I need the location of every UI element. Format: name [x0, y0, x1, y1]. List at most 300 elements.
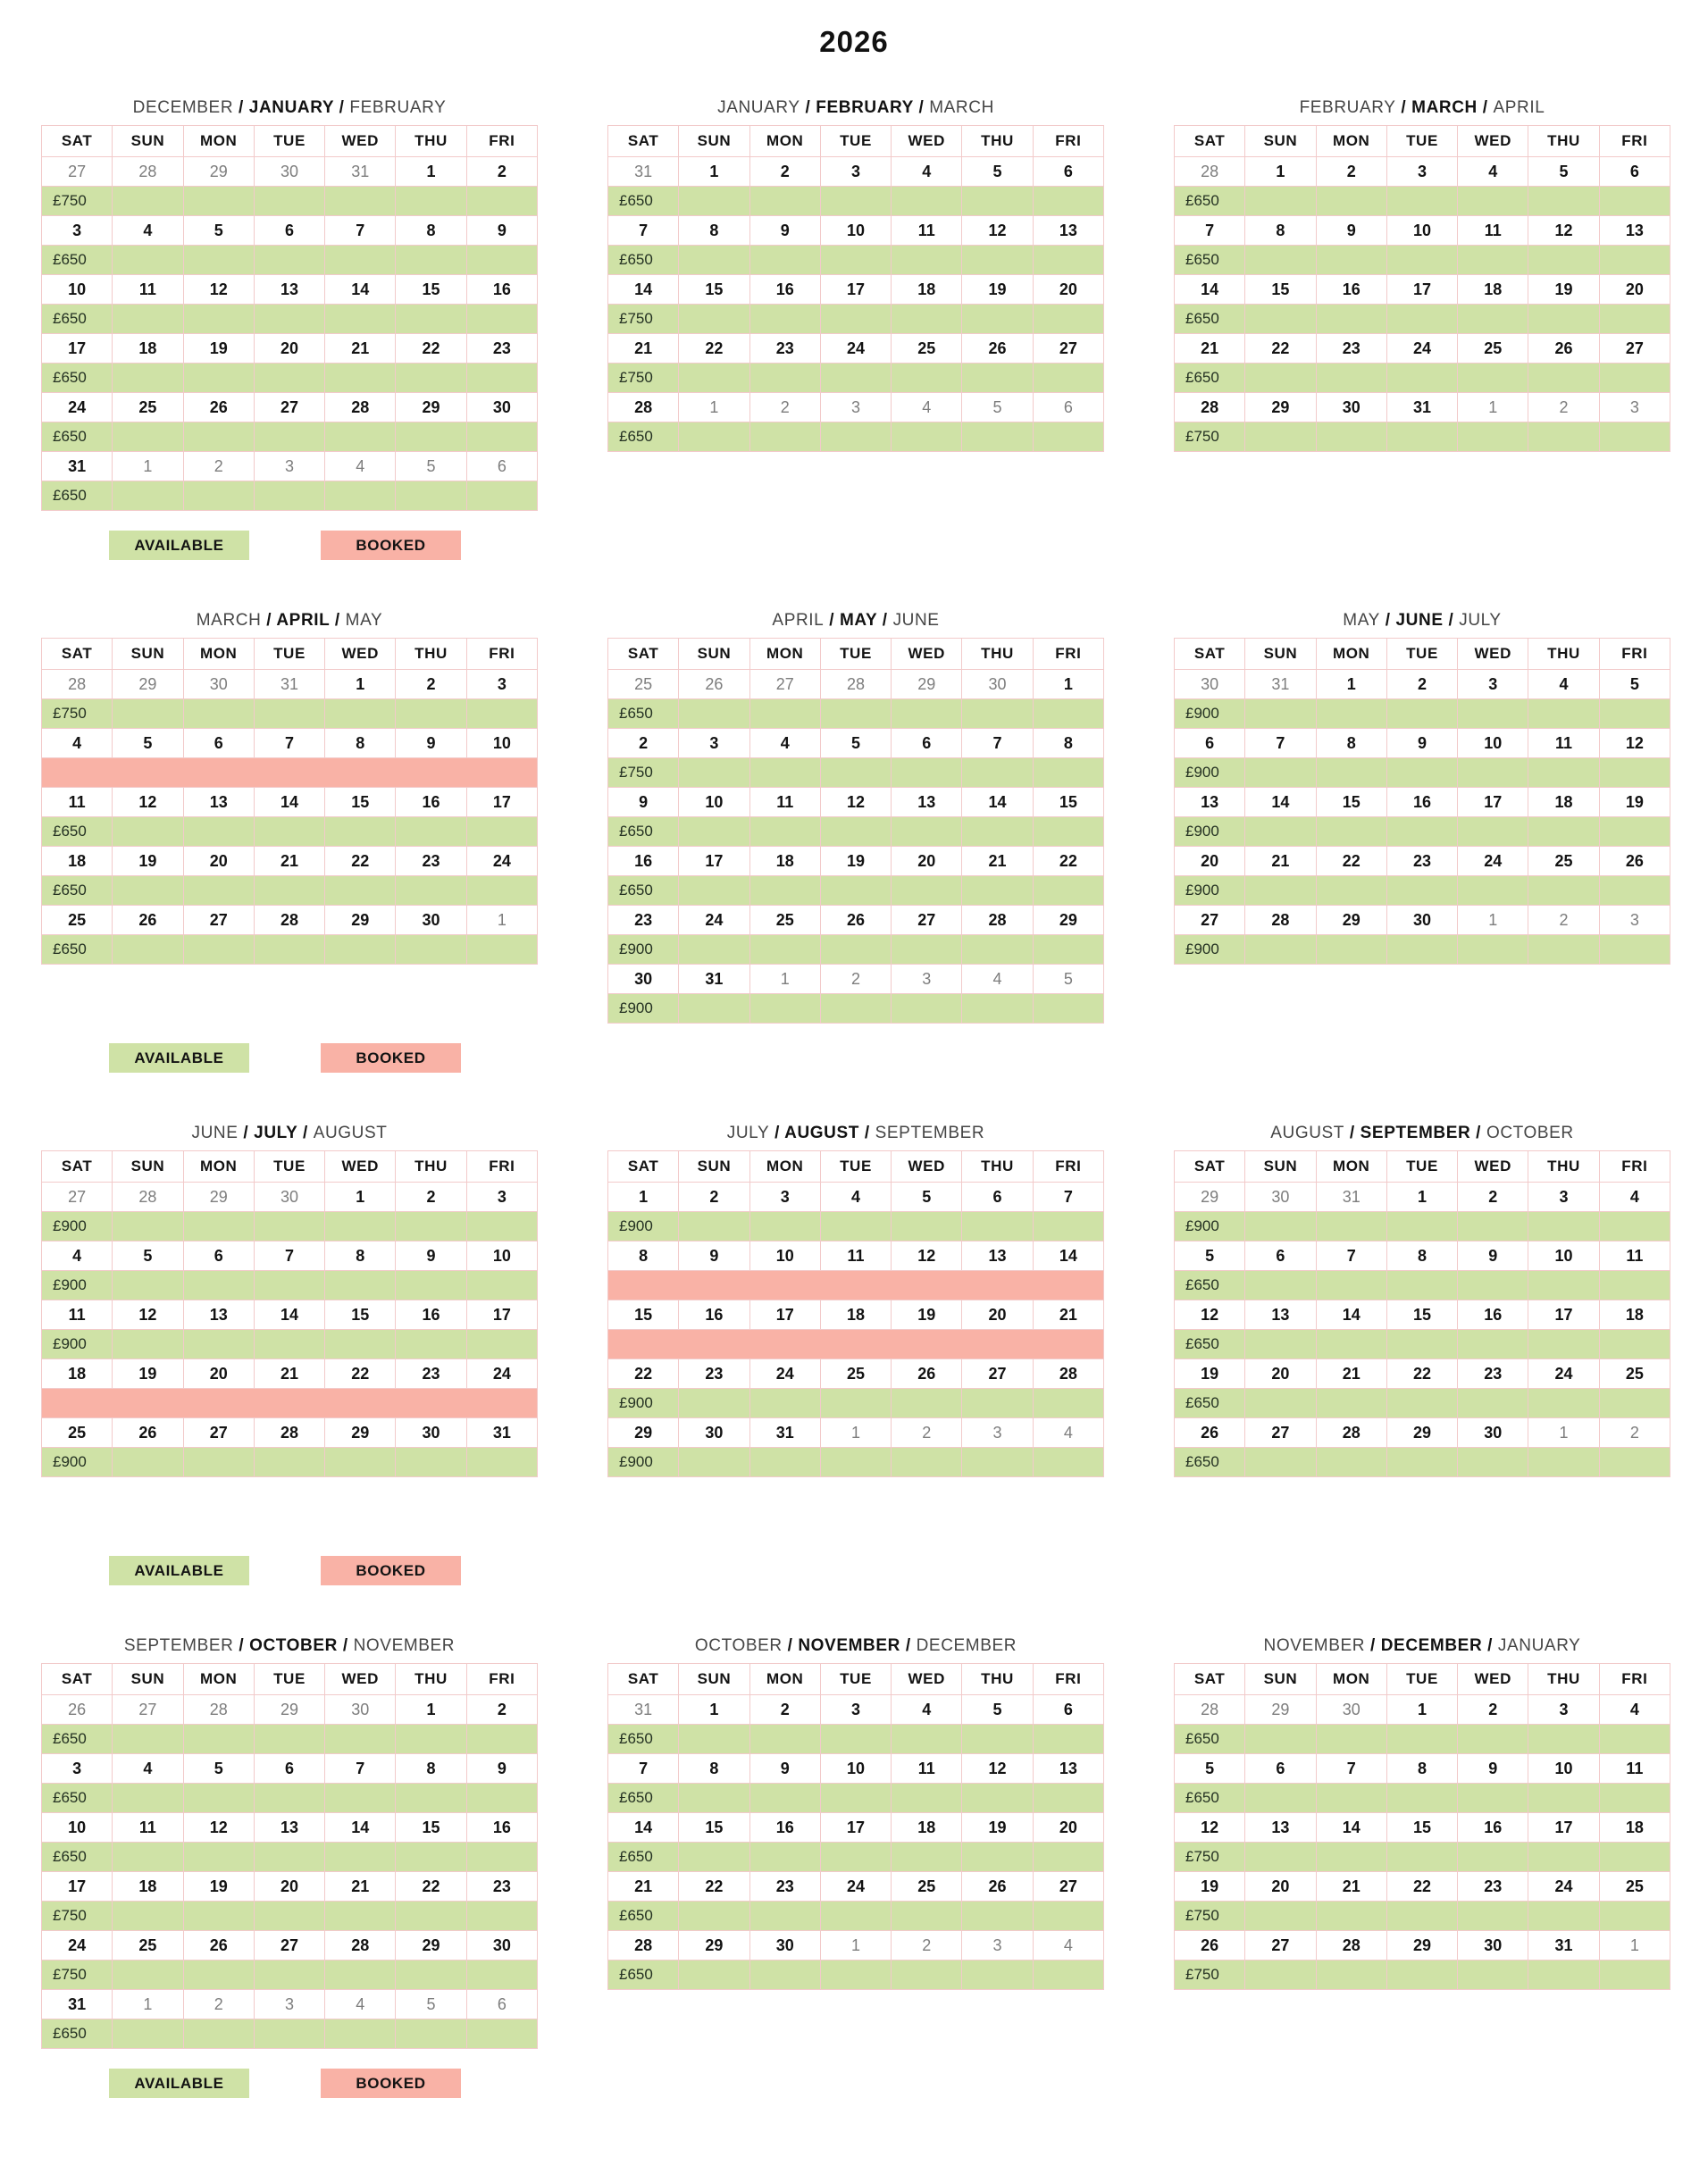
day-cell: 1	[820, 1931, 891, 1960]
price-filler-cell	[1316, 246, 1386, 275]
price-filler-cell	[466, 364, 537, 393]
day-cell: 9	[1316, 216, 1386, 246]
day-cell: 2	[1599, 1418, 1670, 1448]
day-cell: 17	[1528, 1813, 1599, 1843]
day-cell: 24	[679, 906, 749, 935]
day-cell: 24	[820, 334, 891, 364]
day-cell: 16	[1458, 1813, 1528, 1843]
day-cell: 23	[749, 334, 820, 364]
price-filler-cell	[1528, 422, 1599, 452]
week-price-row	[1175, 1212, 1670, 1241]
day-cell: 18	[42, 1359, 113, 1389]
day-cell: 1	[679, 393, 749, 422]
week-dates-row	[42, 216, 538, 246]
price-cell: £650	[608, 1784, 679, 1813]
price-filler-cell	[1316, 305, 1386, 334]
price-cell: £900	[42, 1212, 113, 1241]
week-price-row	[42, 1902, 538, 1931]
month-name-next: JUNE	[892, 611, 940, 630]
price-cell: £750	[42, 699, 113, 729]
price-filler-cell	[1386, 1330, 1457, 1359]
weekday-header: FRI	[466, 639, 537, 670]
weekday-header-row	[42, 1664, 538, 1695]
day-cell: 2	[466, 1695, 537, 1725]
day-cell: 8	[325, 729, 396, 758]
price-cell: £650	[42, 1843, 113, 1872]
day-cell: 20	[1033, 1813, 1103, 1843]
day-cell: 3	[962, 1418, 1033, 1448]
day-cell: 6	[254, 1754, 324, 1784]
day-cell: 27	[42, 1183, 113, 1212]
price-filler-cell	[113, 422, 183, 452]
booked-week-cell	[608, 1330, 1104, 1359]
week-dates-row	[42, 729, 538, 758]
day-cell: 12	[962, 1754, 1033, 1784]
week-dates-row	[42, 1813, 538, 1843]
month-title	[1174, 1124, 1670, 1143]
day-cell: 12	[183, 275, 254, 305]
day-cell: 17	[42, 1872, 113, 1902]
week-dates-row	[1175, 906, 1670, 935]
price-filler-cell	[1386, 1271, 1457, 1300]
day-cell: 3	[1528, 1695, 1599, 1725]
price-filler-cell	[1245, 1960, 1316, 1990]
price-filler-cell	[325, 1271, 396, 1300]
day-cell: 13	[183, 788, 254, 817]
day-cell: 31	[1528, 1931, 1599, 1960]
price-filler-cell	[1528, 1725, 1599, 1754]
price-cell: £650	[1175, 1271, 1245, 1300]
price-filler-cell	[1033, 187, 1103, 216]
price-filler-cell	[962, 246, 1033, 275]
price-filler-cell	[1458, 1784, 1528, 1813]
day-cell: 29	[892, 670, 962, 699]
month-separator: /	[330, 611, 346, 630]
day-cell: 11	[892, 216, 962, 246]
price-filler-cell	[396, 1902, 466, 1931]
price-filler-cell	[820, 305, 891, 334]
day-cell: 11	[42, 1300, 113, 1330]
day-cell: 5	[962, 1695, 1033, 1725]
week-price-row	[1175, 1448, 1670, 1477]
day-cell: 11	[1599, 1241, 1670, 1271]
price-filler-cell	[113, 305, 183, 334]
week-booked-row	[608, 1271, 1104, 1300]
price-filler-cell	[1458, 935, 1528, 965]
week-dates-row	[1175, 1418, 1670, 1448]
day-cell: 9	[1386, 729, 1457, 758]
calendar-table	[1174, 125, 1670, 452]
week-dates-row	[608, 157, 1104, 187]
price-filler-cell	[1458, 699, 1528, 729]
day-cell: 7	[325, 216, 396, 246]
weekday-header-row	[1175, 639, 1670, 670]
week-dates-row	[42, 906, 538, 935]
day-cell: 6	[1245, 1754, 1316, 1784]
price-filler-cell	[1316, 758, 1386, 788]
day-cell: 3	[1599, 906, 1670, 935]
price-cell: £750	[1175, 422, 1245, 452]
price-filler-cell	[183, 481, 254, 511]
weekday-header-row	[42, 639, 538, 670]
price-filler-cell	[396, 876, 466, 906]
weekday-header: TUE	[1386, 126, 1457, 157]
day-cell: 7	[962, 729, 1033, 758]
weekday-header: THU	[1528, 126, 1599, 157]
price-filler-cell	[1458, 876, 1528, 906]
price-filler-cell	[325, 1843, 396, 1872]
day-cell: 2	[749, 393, 820, 422]
price-filler-cell	[1599, 699, 1670, 729]
day-cell: 31	[254, 670, 324, 699]
day-cell: 11	[1528, 729, 1599, 758]
week-price-row	[1175, 1784, 1670, 1813]
day-cell: 27	[183, 1418, 254, 1448]
price-filler-cell	[1033, 699, 1103, 729]
day-cell: 23	[466, 334, 537, 364]
day-cell: 10	[1528, 1241, 1599, 1271]
day-cell: 6	[1033, 1695, 1103, 1725]
week-dates-row	[42, 1418, 538, 1448]
day-cell: 30	[466, 393, 537, 422]
weekday-header: THU	[396, 1664, 466, 1695]
week-dates-row	[608, 906, 1104, 935]
month-separator: /	[824, 611, 840, 630]
day-cell: 28	[1316, 1931, 1386, 1960]
day-cell: 3	[820, 393, 891, 422]
price-filler-cell	[466, 1271, 537, 1300]
month-title	[607, 1636, 1104, 1656]
price-filler-cell	[466, 876, 537, 906]
day-cell: 1	[325, 670, 396, 699]
price-filler-cell	[1386, 876, 1457, 906]
day-cell: 7	[1316, 1241, 1386, 1271]
price-filler-cell	[1245, 758, 1316, 788]
price-filler-cell	[679, 994, 749, 1024]
day-cell: 28	[254, 906, 324, 935]
price-filler-cell	[679, 699, 749, 729]
price-filler-cell	[820, 187, 891, 216]
weekday-header: MON	[183, 1664, 254, 1695]
price-filler-cell	[749, 758, 820, 788]
price-filler-cell	[749, 935, 820, 965]
weekday-header: SAT	[608, 1151, 679, 1183]
day-cell: 3	[820, 1695, 891, 1725]
day-cell: 29	[113, 670, 183, 699]
day-cell: 8	[608, 1241, 679, 1271]
price-cell: £900	[42, 1330, 113, 1359]
week-dates-row	[42, 1990, 538, 2019]
price-filler-cell	[679, 305, 749, 334]
day-cell: 21	[608, 1872, 679, 1902]
week-price-row	[1175, 758, 1670, 788]
week-price-row	[42, 876, 538, 906]
legend-available-chip: AVAILABLE	[109, 531, 249, 560]
month-name-next: DECEMBER	[916, 1636, 1017, 1655]
day-cell: 16	[466, 1813, 537, 1843]
weekday-header: THU	[396, 1151, 466, 1183]
week-dates-row	[42, 1931, 538, 1960]
day-cell: 26	[820, 906, 891, 935]
day-cell: 28	[820, 670, 891, 699]
day-cell: 16	[1386, 788, 1457, 817]
calendar-table	[607, 638, 1104, 1024]
day-cell: 26	[1599, 847, 1670, 876]
day-cell: 16	[749, 1813, 820, 1843]
day-cell: 25	[113, 1931, 183, 1960]
price-filler-cell	[892, 187, 962, 216]
price-cell: £900	[608, 935, 679, 965]
day-cell: 28	[1316, 1418, 1386, 1448]
legend-booked-chip: BOOKED	[321, 531, 461, 560]
day-cell: 20	[1245, 1359, 1316, 1389]
day-cell: 6	[254, 216, 324, 246]
day-cell: 18	[42, 847, 113, 876]
price-filler-cell	[1245, 699, 1316, 729]
price-filler-cell	[183, 1902, 254, 1931]
day-cell: 22	[679, 1872, 749, 1902]
price-filler-cell	[679, 1902, 749, 1931]
price-filler-cell	[749, 305, 820, 334]
day-cell: 16	[608, 847, 679, 876]
price-filler-cell	[1245, 1389, 1316, 1418]
day-cell: 7	[1316, 1754, 1386, 1784]
day-cell: 26	[679, 670, 749, 699]
day-cell: 31	[1245, 670, 1316, 699]
price-filler-cell	[679, 187, 749, 216]
weekday-header: MON	[749, 1151, 820, 1183]
month-separator: /	[900, 1636, 917, 1655]
week-dates-row	[608, 1931, 1104, 1960]
day-cell: 27	[1245, 1418, 1316, 1448]
day-cell: 1	[679, 157, 749, 187]
weekday-header-row	[42, 126, 538, 157]
day-cell: 26	[42, 1695, 113, 1725]
weekday-header-row	[608, 1151, 1104, 1183]
week-price-row	[42, 1784, 538, 1813]
month-separator: /	[782, 1636, 799, 1655]
day-cell: 22	[1386, 1872, 1457, 1902]
price-filler-cell	[1245, 305, 1316, 334]
price-cell: £650	[1175, 187, 1245, 216]
day-cell: 1	[1458, 906, 1528, 935]
price-filler-cell	[1316, 1784, 1386, 1813]
day-cell: 18	[113, 1872, 183, 1902]
price-filler-cell	[962, 364, 1033, 393]
price-filler-cell	[1316, 1330, 1386, 1359]
price-filler-cell	[113, 1784, 183, 1813]
price-filler-cell	[1528, 1784, 1599, 1813]
day-cell: 22	[679, 334, 749, 364]
weekday-header: WED	[892, 126, 962, 157]
price-filler-cell	[962, 699, 1033, 729]
price-filler-cell	[1316, 1271, 1386, 1300]
day-cell: 2	[1458, 1183, 1528, 1212]
day-cell: 1	[1033, 670, 1103, 699]
price-filler-cell	[962, 758, 1033, 788]
price-filler-cell	[183, 2019, 254, 2049]
week-dates-row	[608, 393, 1104, 422]
week-dates-row	[1175, 847, 1670, 876]
price-filler-cell	[113, 1212, 183, 1241]
price-filler-cell	[892, 1389, 962, 1418]
price-filler-cell	[1458, 187, 1528, 216]
day-cell: 28	[608, 393, 679, 422]
price-filler-cell	[325, 305, 396, 334]
day-cell: 5	[183, 1754, 254, 1784]
week-dates-row	[608, 729, 1104, 758]
day-cell: 9	[1458, 1754, 1528, 1784]
day-cell: 11	[113, 275, 183, 305]
day-cell: 30	[1175, 670, 1245, 699]
month-name-prev: MAY	[1343, 611, 1380, 630]
day-cell: 23	[749, 1872, 820, 1902]
price-filler-cell	[1528, 1902, 1599, 1931]
day-cell: 5	[962, 393, 1033, 422]
day-cell: 9	[396, 1241, 466, 1271]
week-dates-row	[42, 670, 538, 699]
month-title	[607, 98, 1104, 118]
price-filler-cell	[749, 1843, 820, 1872]
price-filler-cell	[1245, 1271, 1316, 1300]
day-cell: 2	[749, 1695, 820, 1725]
price-filler-cell	[325, 1448, 396, 1477]
month-name-current: SEPTEMBER	[1360, 1124, 1471, 1142]
month-name-prev: FEBRUARY	[1299, 98, 1396, 117]
week-dates-row	[1175, 216, 1670, 246]
price-cell: £650	[608, 817, 679, 847]
price-filler-cell	[325, 817, 396, 847]
weekday-header: MON	[749, 126, 820, 157]
day-cell: 23	[396, 847, 466, 876]
price-filler-cell	[1386, 758, 1457, 788]
week-dates-row	[42, 847, 538, 876]
week-dates-row	[608, 1754, 1104, 1784]
day-cell: 14	[1175, 275, 1245, 305]
day-cell: 31	[466, 1418, 537, 1448]
price-filler-cell	[1316, 1960, 1386, 1990]
legend-available-chip: AVAILABLE	[109, 1556, 249, 1585]
week-price-row	[608, 1960, 1104, 1990]
price-cell: £900	[608, 1212, 679, 1241]
weekday-header: MON	[1316, 639, 1386, 670]
price-filler-cell	[466, 699, 537, 729]
week-dates-row	[1175, 1300, 1670, 1330]
week-price-row	[42, 1271, 538, 1300]
month-name-current: FEBRUARY	[816, 98, 914, 117]
week-dates-row	[1175, 157, 1670, 187]
day-cell: 21	[1316, 1359, 1386, 1389]
day-cell: 1	[1386, 1695, 1457, 1725]
weekday-header: FRI	[1599, 126, 1670, 157]
price-filler-cell	[183, 817, 254, 847]
day-cell: 16	[396, 1300, 466, 1330]
price-filler-cell	[1033, 758, 1103, 788]
day-cell: 15	[1386, 1813, 1457, 1843]
price-filler-cell	[466, 305, 537, 334]
day-cell: 20	[1245, 1872, 1316, 1902]
weekday-header: MON	[183, 126, 254, 157]
month-separator: /	[233, 98, 249, 117]
day-cell: 1	[1599, 1931, 1670, 1960]
weekday-header: FRI	[466, 126, 537, 157]
price-filler-cell	[183, 699, 254, 729]
day-cell: 3	[892, 965, 962, 994]
day-cell: 21	[608, 334, 679, 364]
day-cell: 20	[1175, 847, 1245, 876]
price-filler-cell	[749, 1960, 820, 1990]
price-filler-cell	[254, 1784, 324, 1813]
day-cell: 13	[1033, 216, 1103, 246]
price-filler-cell	[466, 187, 537, 216]
month-name-current: APRIL	[276, 611, 331, 630]
day-cell: 4	[325, 452, 396, 481]
week-price-row	[42, 2019, 538, 2049]
day-cell: 8	[1386, 1241, 1457, 1271]
weekday-header: MON	[183, 639, 254, 670]
price-cell: £750	[42, 187, 113, 216]
price-filler-cell	[962, 1448, 1033, 1477]
weekday-header: FRI	[1033, 639, 1103, 670]
price-filler-cell	[1033, 1843, 1103, 1872]
weekday-header-row	[1175, 1151, 1670, 1183]
day-cell: 15	[325, 788, 396, 817]
price-filler-cell	[1245, 935, 1316, 965]
day-cell: 28	[1033, 1359, 1103, 1389]
day-cell: 30	[679, 1418, 749, 1448]
price-filler-cell	[1528, 1271, 1599, 1300]
day-cell: 13	[254, 275, 324, 305]
day-cell: 28	[183, 1695, 254, 1725]
price-cell: £650	[608, 246, 679, 275]
legend	[109, 2069, 461, 2098]
day-cell: 23	[1458, 1359, 1528, 1389]
price-filler-cell	[1528, 1330, 1599, 1359]
day-cell: 27	[1033, 1872, 1103, 1902]
day-cell: 2	[183, 452, 254, 481]
day-cell: 8	[1245, 216, 1316, 246]
day-cell: 18	[892, 275, 962, 305]
price-filler-cell	[749, 876, 820, 906]
weekday-header: TUE	[254, 639, 324, 670]
day-cell: 5	[183, 216, 254, 246]
day-cell: 15	[396, 1813, 466, 1843]
price-filler-cell	[1528, 1448, 1599, 1477]
day-cell: 28	[962, 906, 1033, 935]
price-filler-cell	[396, 246, 466, 275]
calendar-row	[41, 611, 1708, 1024]
weekday-header: SUN	[679, 1664, 749, 1695]
day-cell: 31	[679, 965, 749, 994]
price-filler-cell	[679, 817, 749, 847]
price-cell: £650	[42, 935, 113, 965]
price-filler-cell	[1316, 699, 1386, 729]
day-cell: 8	[396, 216, 466, 246]
price-filler-cell	[183, 1271, 254, 1300]
day-cell: 4	[325, 1990, 396, 2019]
price-filler-cell	[396, 1271, 466, 1300]
day-cell: 1	[396, 157, 466, 187]
week-price-row	[1175, 1271, 1670, 1300]
price-filler-cell	[396, 305, 466, 334]
price-cell: £650	[42, 817, 113, 847]
day-cell: 28	[113, 1183, 183, 1212]
price-cell: £650	[1175, 246, 1245, 275]
price-filler-cell	[679, 422, 749, 452]
calendar-table	[1174, 638, 1670, 965]
price-filler-cell	[183, 1212, 254, 1241]
weekday-header: MON	[1316, 1664, 1386, 1695]
